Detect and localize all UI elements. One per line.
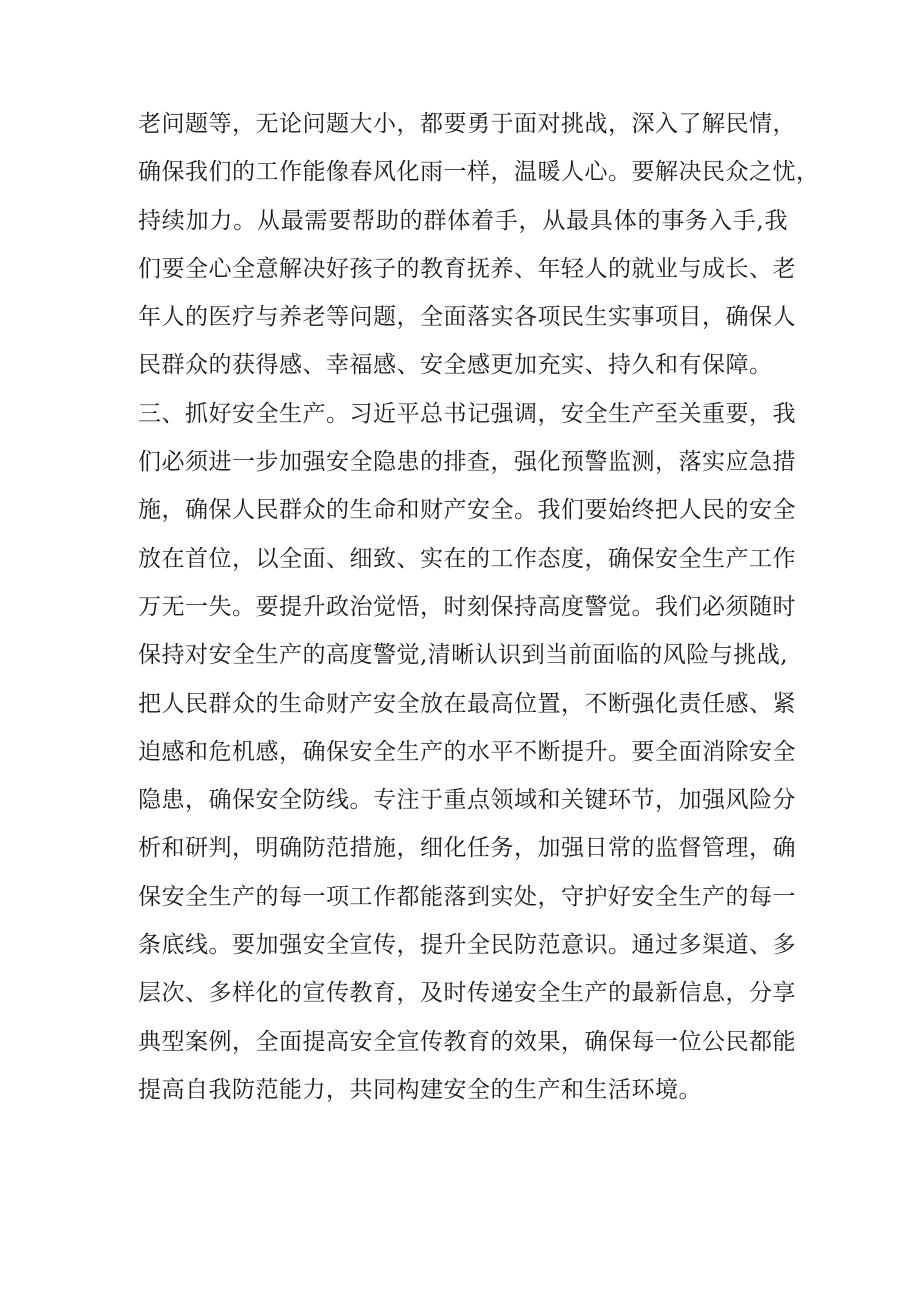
text-line: 保安全生产的每一项工作都能落到实处，守护好安全生产的每一	[138, 883, 796, 910]
text-line: 典型案例，全面提高安全宣传教育的效果，确保每一位公民都能	[138, 1028, 796, 1055]
text-line: 们要全心全意解决好孩子的教育抚养、年轻人的就业与成长、老	[138, 255, 796, 282]
text-line: 把人民群众的生命财产安全放在最高位置，不断强化责任感、紧	[138, 690, 796, 717]
text-line: 保持对安全生产的高度警觉,清晰认识到当前面临的风险与挑战,	[138, 642, 789, 669]
text-line: 提高自我防范能力，共同构建安全的生产和生活环境。	[138, 1076, 702, 1103]
body-text	[138, 100, 820, 1114]
text-line: 迫感和危机感，确保安全生产的水平不断提升。要全面消除安全	[138, 738, 796, 765]
text-line: 隐患，确保安全防线。专注于重点领域和关键环节，加强风险分	[138, 787, 796, 814]
text-line: 析和研判，明确防范措施，细化任务，加强日常的监督管理，确	[138, 835, 796, 862]
text-line: 放在首位，以全面、细致、实在的工作态度，确保安全生产工作	[138, 545, 796, 572]
text-line: 老问题等，无论问题大小，都要勇于面对挑战，深入了解民情，	[138, 111, 796, 137]
text-line: 万无一失。要提升政治觉悟，时刻保持高度警觉。我们必须随时	[138, 593, 796, 620]
text-line: 施，确保人民群众的生命和财产安全。我们要始终把人民的安全	[138, 497, 796, 524]
text-line: 年人的医疗与养老等问题，全面落实各项民生实事项目，确保人	[138, 304, 796, 331]
text-line: 民群众的获得感、幸福感、安全感更加充实、持久和有保障。	[138, 352, 773, 379]
text-line: 确保我们的工作能像春风化雨一样，温暖人心。要解决民众之忧，	[138, 159, 820, 186]
text-line: 条底线。要加强安全宣传，提升全民防范意识。通过多渠道、多	[138, 932, 796, 959]
text-line: 们必须进一步加强安全隐患的排查，强化预警监测，落实应急措	[138, 449, 796, 476]
section-heading-line: 三、抓好安全生产。习近平总书记强调，安全生产至关重要，我	[138, 400, 796, 427]
text-line: 持续加力。从最需要帮助的群体着手，从最具体的事务入手,我	[138, 207, 788, 234]
text-line: 层次、多样化的宣传教育，及时传递安全生产的最新信息，分享	[138, 980, 796, 1007]
